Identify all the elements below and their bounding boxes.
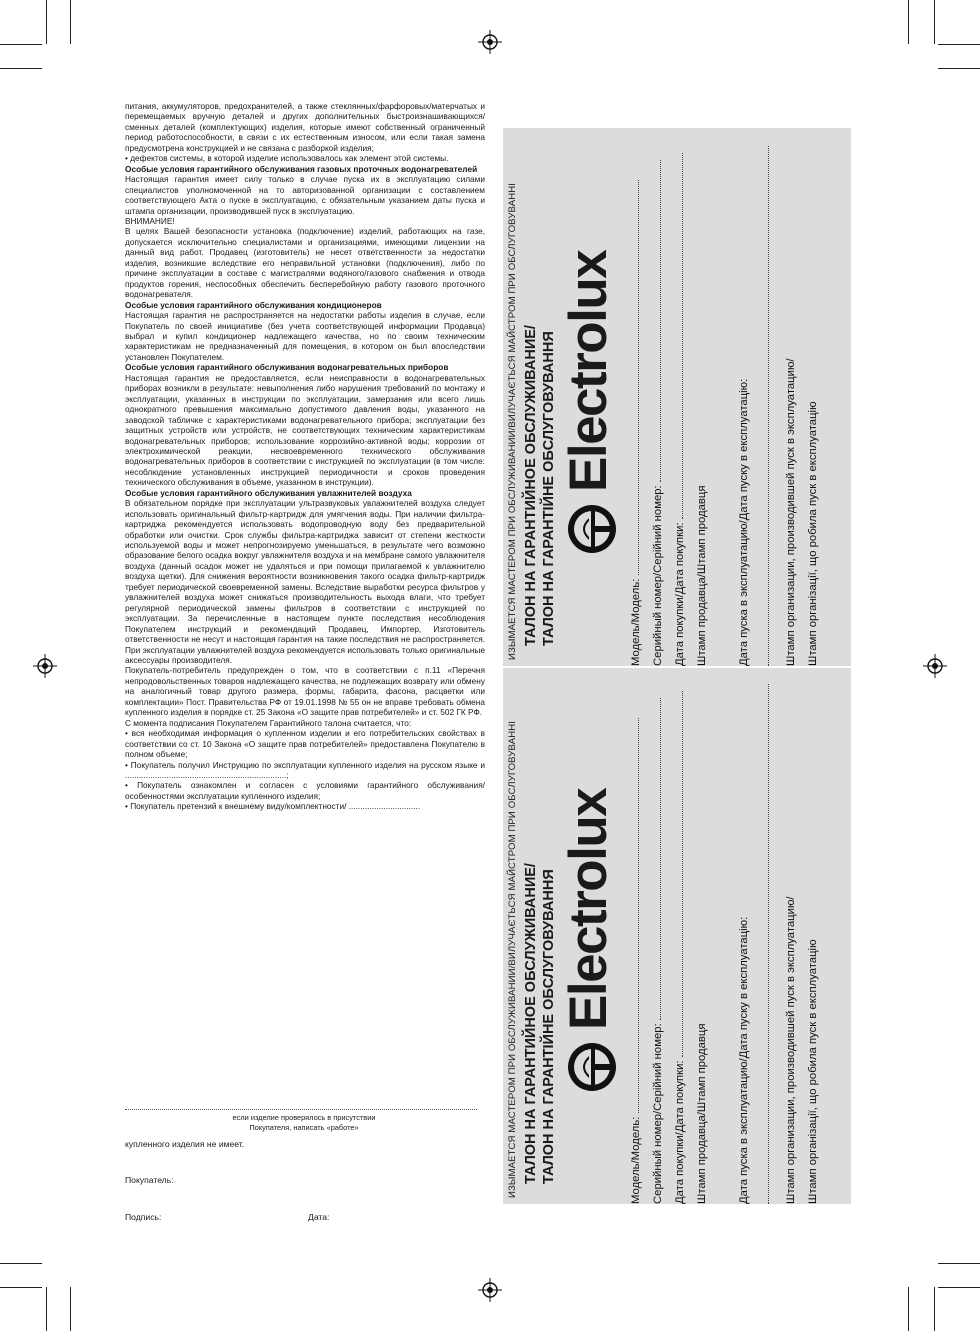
paragraph: • Покупатель претензий к внешнему виду/комплектности/ ............................... [125,801,421,812]
signature-area [125,1098,483,1222]
launch-date-label: Дата пуска в эксплуатацию/Дата пуску в експлуатацію: [738,916,750,1204]
paragraph: • вся необходимая информация о купленном изделии и его потребительских свойствах в соответствии со ст. 10 Закона «О защите прав потребителей» предоставлена Покупателю в полном объеме; [125,728,485,760]
date-label: Дата: [308,1212,330,1222]
org-stamp-field[interactable] [785,358,797,666]
registration-mark-icon [923,654,947,678]
model-label: Модель/Модель: [630,578,642,666]
model-field[interactable] [629,718,642,1204]
serial-label: Серийный номер/Серійний номер: [652,1023,664,1204]
crop-mark [938,1287,980,1288]
org-stamp-field[interactable] [785,896,797,1204]
org-stamp-label-ua: Штамп організації, що робила пуск в експлуатацію [807,939,819,1204]
note-line: если изделие проверялось в присутствии [232,1113,376,1122]
org-stamp-label-ru: Штамп организации, производившей пуск в эксплуатацию/ [785,896,797,1204]
section-heading: Особые условия гарантийного обслуживания увлажнителей воздуха [125,487,412,498]
crop-mark [0,1287,42,1288]
purchase-date-label: Дата покупки/Дата покупки: [674,522,686,666]
serial-label: Серийный номер/Серійний номер: [652,485,664,666]
purchase-date-field[interactable] [673,153,686,666]
crop-mark [70,1287,71,1331]
paragraph: Настоящая гарантия имеет силу только в случае пуска их в эксплуатацию силами специалистов уполномоченной на то авторизованной организации с составлением соответствующего Акта о пуске в эксплуатацию, с обязательным указанием даты пуска и штампа организации, производившей пуск в эксплуатацию. [125,174,485,216]
paragraph: С момента подписания Покупателем Гарантийного талона считается, что: [125,717,412,728]
serial-field[interactable] [651,698,664,1204]
crop-mark [934,1287,935,1331]
warranty-conditions-text [125,101,485,812]
org-stamp-label-ua: Штамп організації, що робила пуск в експлуатацію [807,401,819,666]
registration-mark-icon [33,654,57,678]
coupon-title-ru: ТАЛОН НА ГАРАНТИЙНОЕ ОБСЛУЖИВАНИЕ/ [523,863,539,1184]
coupon-title-ua: ТАЛОН НА ГАРАНТІЙНЕ ОБСЛУГОВУВАННЯ [541,869,557,1184]
launch-date-label: Дата пуска в эксплуатацию/Дата пуску в експлуатацію: [738,378,750,666]
crop-mark [0,68,42,69]
coupon-title-ua: ТАЛОН НА ГАРАНТІЙНЕ ОБСЛУГОВУВАННЯ [541,331,557,646]
signature-label: Подпись: [125,1212,162,1222]
paragraph: • Покупатель получил Инструкцию по эксплуатации купленного изделия на русском языке и ......................................................................; [125,759,485,780]
registration-mark-icon [478,30,502,54]
seller-stamp-field[interactable] [696,1023,708,1204]
crop-mark [0,1263,42,1264]
seller-stamp-label: Штамп продавца/Штамп продавця [696,1023,708,1204]
seller-stamp-field[interactable] [696,485,708,666]
model-label: Модель/Модель: [630,1116,642,1204]
paragraph: В обязательном порядке при эксплуатации ультразвуковых увлажнителей воздуха следует использовать оригинальный фильтр-картридж для умягчения воды. При наличии фильтра-картриджа рекомендуется использовать водопроводную воду без предварительной обработки или очистки. Срок службы фильтра-картриджа зависит от степени жесткости используемой воды и может непрогнозируемо уменьшаться, в результате чего возможно образование белого осадка вокруг увлажнителя воздуха и на мембране самого увлажнителя воздуха (данный осадок может не удаляться и при помощи прилагаемой к увлажнителю воздуха щетки). Для снижения вероятности возникновения такого осадка фильтр-картридж требует периодической своевременной замены. Вследствие выработки ресурса фильтров у увлажнителей воздуха может снижаться производительность выхода влаги, что требует регулярной периодической замены фильтров в соответствии с инструкцией по эксплуатации. За перечисленные в настоящем пункте последствия несоблюдения Покупателем инструкций и рекомендаций Продавец, Импортер, Изготовитель ответственности не несут и настоящая гарантия на такие последствия не распространяется. При эксплуатации увлажнителей воздуха рекомендуется использовать только оригинальные аксессуары производителя. [125,498,485,666]
paragraph: Настоящая гарантия не предоставляется, если неисправности в водонагревательных приборах возникли в результате: невыполнения либо нарушения требований по монтажу и эксплуатации, указанных в инструкции по эксплуатации, замерзания или всего лишь однократного превышения максимально допустимого давления воды, указанного на заводской табличке с характеристиками водонагревательного прибора; эксплуатации без защитных устройств или устройств, не соответствующих техническим характеристикам водонагревательных приборов; использование коррозийно-активной воды; коррозии от электрохимической реакции, несвоевременного технического обслуживания водонагревательных приборов в соответствии с инструкцией по эксплуатации (в том числе: несоблюдение установленных инструкцией периодичности и сроков проведения технического обслуживания в объеме, указанном в инструкции). [125,372,485,488]
crop-mark [938,68,980,69]
no-claims-text: купленного изделия не имеет. [125,1139,245,1149]
paragraph: • Покупатель ознакомлен и согласен с условиями гарантийного обслуживания/особенностями эксплуатации купленного изделия; [125,780,485,801]
org-stamp-field-ua [807,401,819,666]
seller-stamp-label: Штамп продавца/Штамп продавця [696,485,708,666]
section-heading: Особые условия гарантийного обслуживания водонагревательных приборов [125,362,449,373]
model-field[interactable] [629,180,642,666]
paragraph: Покупатель-потребитель предупрежден о том, что в соответствии с п.11 «Перечня непродовольственных товаров надлежащего качества, не подлежащих возврату или обмену на аналогичный товар другого размера, формы, габарита, фасона, расцветки или комплектации» Пост. Правительства РФ от 19.01.1998 № 55 он не вправе требовать обмена купленного изделия в порядке ст. 25 Закона «О защите прав потребителей» и ст. 502 ГК РФ. [125,665,485,718]
launch-date-field[interactable] [738,917,750,1204]
crop-mark [46,0,47,44]
purchase-date-label: Дата покупки/Дата покупки: [674,1060,686,1204]
crop-mark [70,0,71,44]
purchase-date-field[interactable] [673,691,686,1204]
paragraph: В целях Вашей безопасности установка (подключение) изделий, работающих на газе, допускается исключительно специалистами и организациями, имеющими лицензии на данный вид работ. Продавец (изготовитель) не несет ответственности за недостатки изделия, возникшие вследствие его неправильной установки (подключения), либо по причине эксплуатации в составе с магистралями водяного/газового снабжения и отвода продуктов горения, неспособных обеспечить бесперебойную работу газового проточного водонагревателя. [125,226,485,300]
paragraph: • дефектов системы, в которой изделие использовалось как элемент этой системы. [125,153,449,164]
coupon-tear-off-note: ИЗЫМАЕТСЯ МАСТЕРОМ ПРИ ОБСЛУЖИВАНИИ/ВИЛУЧАЄТЬСЯ МАЙСТРОМ ПРИ ОБСЛУГОВУВАННІ [507,720,518,1198]
crop-mark [46,1287,47,1331]
warranty-coupon [503,128,851,666]
serial-field[interactable] [651,160,664,666]
crop-mark [908,0,909,44]
warranty-coupon [503,668,851,1204]
fill-in-line[interactable] [125,1109,477,1110]
brand-wordmark: Electrolux [559,788,618,1030]
org-stamp-field-ua [807,939,819,1204]
note-line: Покупателя, написать «работе» [249,1123,359,1132]
buyer-label: Покупатель: [125,1175,174,1185]
org-stamp-label-ru: Штамп организации, производившей пуск в эксплуатацию/ [785,358,797,666]
coupon-tear-off-note: ИЗЫМАЕТСЯ МАСТЕРОМ ПРИ ОБСЛУЖИВАНИИ/ВИЛУЧАЄТЬСЯ МАЙСТРОМ ПРИ ОБСЛУГОВУВАННІ [507,182,518,660]
launch-date-field[interactable] [738,379,750,666]
coupon-title-ru: ТАЛОН НА ГАРАНТИЙНОЕ ОБСЛУЖИВАНИЕ/ [523,325,539,646]
crop-mark [0,44,42,45]
paragraph: питания, аккумуляторов, предохранителей, а также стеклянных/фарфоровых/матерчатых и перемещаемых вручную деталей и других дополнительных быстроизнашивающихся/сменных деталей (комплектующих) изделия, которые имеют собственный ограниченный период работоспособности, в связи с их естественным износом, или если такая замена предусмотрена конструкцией и не связана с разборкой изделия; [125,101,485,153]
paragraph: Настоящая гарантия не распространяется на недостатки работы изделия в случае, если Покупатель по своей инициативе (без учета соответствующей информации Продавца) выбрал и купил кондиционер надлежащего качества, но по своим техническим характеристикам не предназначенный для помещения, в котором он был впоследствии установлен Покупателем. [125,310,485,362]
crop-mark [938,44,980,45]
registration-mark-icon [478,1278,502,1302]
launch-date-line[interactable] [759,146,772,666]
electrolux-logo [559,662,623,1092]
crop-mark [938,1263,980,1264]
section-heading: Особые условия гарантийного обслуживания газовых проточных водонагревателей [125,163,478,174]
paragraph: ВНИМАНИЕ! [125,215,175,226]
electrolux-logo [559,124,623,554]
brand-wordmark: Electrolux [559,250,618,492]
launch-date-line[interactable] [759,684,772,1204]
electrolux-emblem-icon [567,504,617,554]
section-heading: Особые условия гарантийного обслуживания кондиционеров [125,299,382,310]
electrolux-emblem-icon [567,1042,617,1092]
crop-mark [934,0,935,44]
crop-mark [908,1287,909,1331]
